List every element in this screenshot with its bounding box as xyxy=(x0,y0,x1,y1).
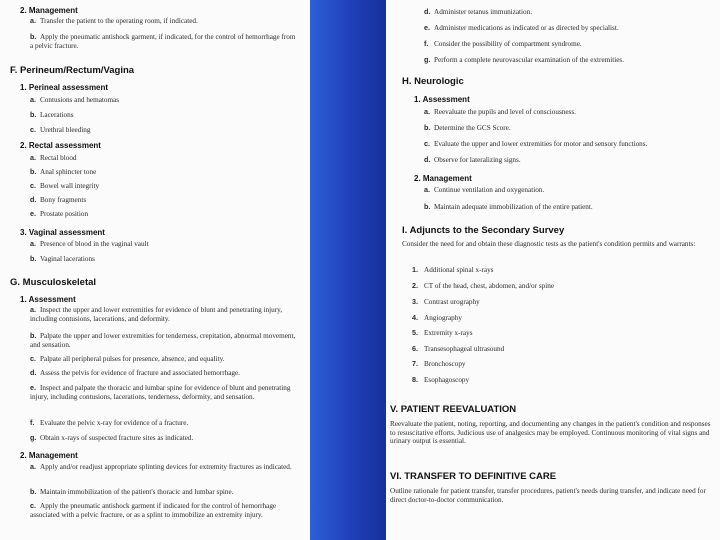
neurologic-assessment-heading: 1. Assessment xyxy=(414,95,470,104)
list-item: b. Apply the pneumatic antishock garment, if indicated, for the control of hemorrhage from a pelvic fracture. xyxy=(30,32,296,50)
management-heading-top: 2. Management xyxy=(20,6,78,15)
section-g-title: G. Musculoskeletal xyxy=(10,277,97,288)
list-item: a. Rectal blood xyxy=(30,153,77,162)
section-vi-title: VI. TRANSFER TO DEFINITIVE CARE xyxy=(390,471,557,482)
list-item: e. Prostate position xyxy=(30,209,89,218)
left-page xyxy=(0,0,310,540)
right-page xyxy=(386,0,720,540)
list-item: 4. Angiography xyxy=(412,313,462,322)
neurologic-management-heading: 2. Management xyxy=(414,174,472,183)
list-item: a. Continue ventilation and oxygenation. xyxy=(424,185,545,194)
section-v-body: Reevaluate the patient, noting, reporting, and documenting any changes in the patient's condition and responses to resuscitative efforts. Judicious use of analgesics may be employed. Continuous monitoring of vital signs and urinary output is essential. xyxy=(390,420,711,446)
blue-background-gutter xyxy=(310,0,386,540)
list-item: a. Reevaluate the pupils and level of consciousness. xyxy=(424,107,576,116)
list-item: b. Vaginal lacerations xyxy=(30,254,95,263)
section-i-intro: Consider the need for and obtain these diagnostic tests as the patient's condition permits and warrants: xyxy=(402,240,696,248)
list-item: c. Apply the pneumatic antishock garment if indicated for the control of hemorrhage associated with a pelvic fracture, or as a splint to immobilize an extremity injury. xyxy=(30,501,277,519)
list-item: b. Lacerations xyxy=(30,110,74,119)
vaginal-heading: 3. Vaginal assessment xyxy=(20,228,105,237)
section-f-title: F. Perineum/Rectum/Vagina xyxy=(10,65,135,76)
list-item: d. Administer tetanus immunization. xyxy=(424,7,533,16)
list-item: 5. Extremity x-rays xyxy=(412,328,473,337)
section-i-title: I. Adjuncts to the Secondary Survey xyxy=(402,225,565,236)
list-item: 2. CT of the head, chest, abdomen, and/or spine xyxy=(412,281,555,290)
list-item: a. Contusions and hematomas xyxy=(30,95,120,104)
list-item: 1. Additional spinal x-rays xyxy=(412,265,494,274)
list-item: g. Obtain x-rays of suspected fracture sites as indicated. xyxy=(30,433,194,442)
musculoskeletal-assessment-heading: 1. Assessment xyxy=(20,295,76,304)
section-v-title: V. PATIENT REEVALUATION xyxy=(390,404,517,415)
list-item: c. Palpate all peripheral pulses for presence, absence, and equality. xyxy=(30,354,225,363)
list-item: g. Perform a complete neurovascular examination of the extremities. xyxy=(424,55,624,64)
musculoskeletal-management-heading: 2. Management xyxy=(20,451,78,460)
list-item: f. Evaluate the pelvic x-ray for evidence of a fracture. xyxy=(30,418,189,427)
list-item: a. Apply and/or readjust appropriate splinting devices for extremity fractures as indicated. xyxy=(30,462,292,471)
list-item: b. Determine the GCS Score. xyxy=(424,123,511,132)
list-item: a. Presence of blood in the vaginal vault xyxy=(30,239,149,248)
list-item: c. Bowel wall integrity xyxy=(30,181,100,190)
section-h-title: H. Neurologic xyxy=(402,76,464,87)
list-item: a. Inspect the upper and lower extremities for evidence of blunt and penetrating injury, including contusions, lacerations, and deformity. xyxy=(30,305,283,323)
list-item: b. Maintain immobilization of the patient's thoracic and lumbar spine. xyxy=(30,487,234,496)
list-item: b. Anal sphincter tone xyxy=(30,167,97,176)
list-item: 8. Esophagoscopy xyxy=(412,375,470,384)
section-vi-body: Outline rationale for patient transfer, transfer procedures, patient's needs during transfer, and indicate need for direct doctor-to-doctor communication. xyxy=(390,487,706,504)
list-item: c. Urethral bleeding xyxy=(30,125,91,134)
list-item: d. Bony fragments xyxy=(30,195,87,204)
list-item: b. Maintain adequate immobilization of the entire patient. xyxy=(424,202,593,211)
list-item: 7. Bronchoscopy xyxy=(412,359,466,368)
list-item: d. Observe for lateralizing signs. xyxy=(424,155,521,164)
list-item: 6. Transesophageal ultrasound xyxy=(412,344,505,353)
rectal-heading: 2. Rectal assessment xyxy=(20,141,101,150)
list-item: a. Transfer the patient to the operating room, if indicated. xyxy=(30,16,198,25)
list-item: e. Administer medications as indicated or as directed by specialist. xyxy=(424,23,619,32)
list-item: d. Assess the pelvis for evidence of fracture and associated hemorrhage. xyxy=(30,368,240,377)
list-item: e. Inspect and palpate the thoracic and lumbar spine for evidence of blunt and penetrating injury, including contusions, lacerations, tenderness, deformity, and sensation. xyxy=(30,383,291,401)
list-item: 3. Contrast urography xyxy=(412,297,480,306)
list-item: f. Consider the possibility of compartment syndrome. xyxy=(424,39,582,48)
list-item: c. Evaluate the upper and lower extremities for motor and sensory functions. xyxy=(424,139,648,148)
list-item: b. Palpate the upper and lower extremities for tenderness, crepitation, abnormal movement, and sensation. xyxy=(30,331,296,349)
perineal-heading: 1. Perineal assessment xyxy=(20,83,109,92)
